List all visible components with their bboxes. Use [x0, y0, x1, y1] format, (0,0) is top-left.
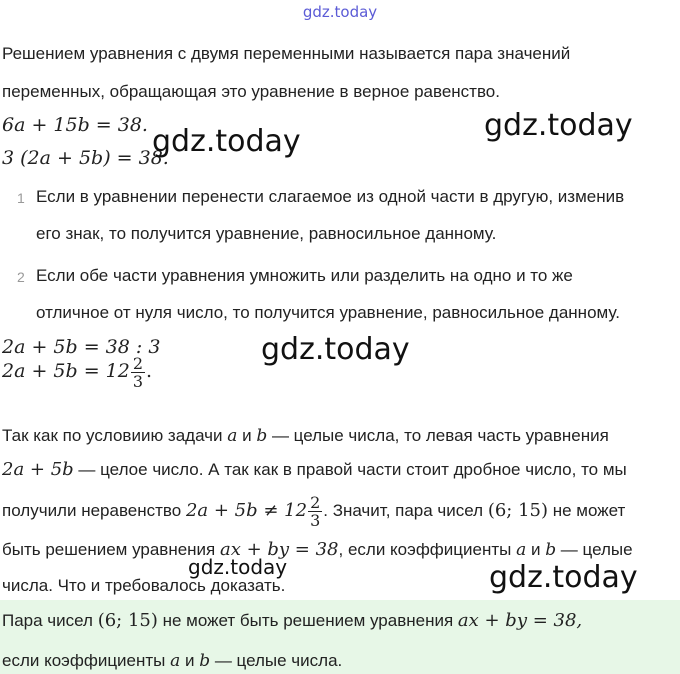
- rule-1-line-2: его знак, то получится уравнение, равносильное данному.: [36, 224, 497, 243]
- equation-4-dot: .: [146, 360, 153, 382]
- rule-2-line-2: отличное от нуля число, то получится уравнение, равносильное данному.: [36, 303, 620, 322]
- proof-text: быть решением уравнения: [2, 540, 220, 559]
- fraction-two-thirds: [131, 355, 145, 390]
- equation-axby: ax + by = 38,: [457, 610, 583, 631]
- fraction-numerator: 2: [132, 354, 144, 374]
- answer-line-1: [2, 610, 582, 632]
- equation-3: 2a + 5b = 38 : 3: [2, 336, 161, 358]
- watermark: gdz.today: [484, 108, 633, 143]
- fraction-denominator: 3: [310, 511, 321, 531]
- watermark: gdz.today: [188, 555, 288, 579]
- equation-2: 3 (2a + 5b) = 38.: [2, 147, 169, 169]
- fraction-denominator: 3: [132, 372, 144, 392]
- inequality-expression: 2a + 5b ≠ 12: [185, 500, 308, 521]
- answer-text: Пара чисел: [2, 611, 98, 630]
- definition-line-2: переменных, обращающая это уравнение в верное равенство.: [2, 82, 500, 101]
- rule-number-1: 1: [17, 190, 25, 206]
- fraction-two-thirds-inline: [308, 494, 322, 529]
- watermark: gdz.today: [261, 332, 410, 367]
- answer-text: — целые числа.: [210, 651, 343, 670]
- proof-text: — целое число. А так как в правой части стоит дробное число, то мы: [73, 460, 627, 479]
- variable-b: b: [545, 540, 557, 560]
- rule-2-line-1: Если обе части уравнения умножить или разделить на одно и то же: [36, 266, 573, 285]
- watermark: gdz.today: [152, 124, 301, 159]
- equation-axby: ax + by = 38: [219, 539, 339, 560]
- proof-text: — целые числа, то левая часть уравнения: [267, 426, 609, 445]
- watermark: gdz.today: [489, 560, 638, 595]
- equation-4-left: 2a + 5b = 12: [2, 360, 130, 382]
- proof-line-3: [2, 486, 625, 536]
- variable-a: a: [227, 426, 238, 446]
- conjunction: и: [180, 651, 200, 670]
- variable-a: a: [516, 540, 527, 560]
- proof-text: , если коэффициенты: [338, 540, 517, 559]
- site-logo: gdz.today: [302, 3, 378, 21]
- rule-number-2: 2: [17, 269, 25, 285]
- proof-line-2: [2, 459, 627, 481]
- answer-text: если коэффициенты: [2, 651, 171, 670]
- number-pair: (6; 15): [97, 610, 158, 631]
- definition-line-1: Решением уравнения с двумя переменными называется пара значений: [2, 44, 571, 63]
- conjunction: и: [237, 426, 257, 445]
- proof-text: получили неравенство: [2, 501, 186, 520]
- answer-text: не может быть решением уравнения: [157, 611, 458, 630]
- expression-left-part: 2a + 5b: [2, 459, 74, 480]
- equation-1: 6a + 15b = 38.: [2, 114, 148, 136]
- fraction-numerator: 2: [310, 493, 321, 513]
- proof-text: Так как по условиию задачи: [2, 426, 228, 445]
- proof-text: — целые: [556, 540, 633, 559]
- proof-text: не может: [548, 501, 626, 520]
- answer-line-2: [2, 650, 342, 672]
- variable-b: b: [256, 426, 268, 446]
- variable-b: b: [199, 651, 211, 671]
- proof-line-1: [2, 425, 609, 447]
- proof-text: . Значит, пара чисел: [323, 501, 488, 520]
- proof-line-5: числа. Что и требовалось доказать.: [2, 576, 286, 595]
- rule-1-line-1: Если в уравнении перенести слагаемое из одной части в другую, изменив: [36, 187, 625, 206]
- number-pair: (6; 15): [487, 500, 549, 521]
- conjunction: и: [526, 540, 546, 559]
- proof-line-4: [2, 539, 633, 561]
- equation-4: [2, 352, 152, 391]
- variable-a: a: [170, 651, 181, 671]
